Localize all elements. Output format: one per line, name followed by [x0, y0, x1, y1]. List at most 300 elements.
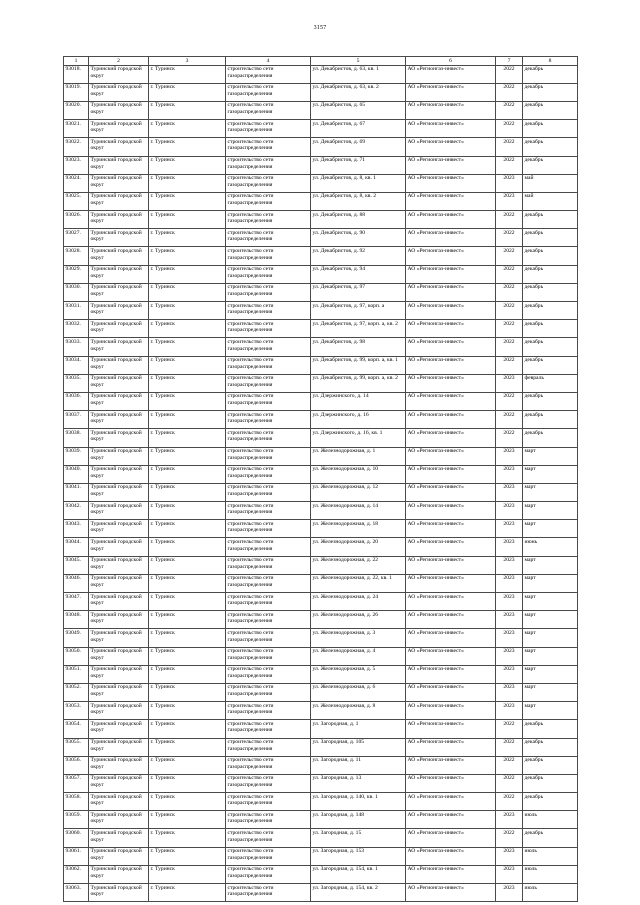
- municipality-cell: Туринский городской округ: [89, 138, 149, 156]
- row-id-cell: 93036.: [64, 392, 89, 410]
- table-row: [64, 447, 578, 465]
- municipality-cell: Туринский городской округ: [89, 465, 149, 483]
- row-id-cell: 93029.: [64, 265, 89, 283]
- row-id-cell: 93044.: [64, 538, 89, 556]
- address-cell: ул. Декабристов, д. 97, корп. а: [311, 302, 406, 320]
- work-type-cell: строительство сети газораспределения: [226, 138, 311, 156]
- month-cell: декабрь: [523, 429, 578, 447]
- municipality-cell: Туринский городской округ: [89, 374, 149, 392]
- address-cell: ул. Декабристов, д. 63, кв. 2: [311, 83, 406, 101]
- work-type-cell: строительство сети газораспределения: [226, 120, 311, 138]
- organization-cell: АО «Регионгаз-инвест»: [406, 593, 496, 611]
- month-cell: декабрь: [523, 156, 578, 174]
- year-cell: 2023: [496, 556, 523, 574]
- column-number-cell: 5: [311, 57, 406, 66]
- address-cell: ул. Железнодорожная, д. 6: [311, 683, 406, 701]
- work-type-cell: строительство сети газораспределения: [226, 574, 311, 592]
- table-row: [64, 465, 578, 483]
- row-id-cell: 93063.: [64, 884, 89, 902]
- work-type-cell: строительство сети газораспределения: [226, 174, 311, 192]
- city-cell: г. Туринск: [149, 829, 226, 847]
- work-type-cell: строительство сети газораспределения: [226, 702, 311, 720]
- organization-cell: АО «Регионгаз-инвест»: [406, 520, 496, 538]
- row-id-cell: 93046.: [64, 574, 89, 592]
- row-id-cell: 93042.: [64, 502, 89, 520]
- row-id-cell: 93032.: [64, 320, 89, 338]
- month-cell: декабрь: [523, 356, 578, 374]
- organization-cell: АО «Регионгаз-инвест»: [406, 65, 496, 83]
- row-id-cell: 93024.: [64, 174, 89, 192]
- municipality-cell: Туринский городской округ: [89, 647, 149, 665]
- city-cell: г. Туринск: [149, 847, 226, 865]
- row-id-cell: 93052.: [64, 683, 89, 701]
- organization-cell: АО «Регионгаз-инвест»: [406, 465, 496, 483]
- row-id-cell: 93018.: [64, 65, 89, 83]
- year-cell: 2023: [496, 502, 523, 520]
- city-cell: г. Туринск: [149, 265, 226, 283]
- month-cell: декабрь: [523, 320, 578, 338]
- organization-cell: АО «Регионгаз-инвест»: [406, 156, 496, 174]
- work-type-cell: строительство сети газораспределения: [226, 502, 311, 520]
- work-type-cell: строительство сети газораспределения: [226, 411, 311, 429]
- table-row: [64, 665, 578, 683]
- address-cell: ул. Декабристов, д. 88: [311, 211, 406, 229]
- city-cell: г. Туринск: [149, 174, 226, 192]
- municipality-cell: Туринский городской округ: [89, 447, 149, 465]
- municipality-cell: Туринский городской округ: [89, 65, 149, 83]
- address-cell: ул. Загородная, д. 154, кв. 1: [311, 865, 406, 883]
- year-cell: 2022: [496, 156, 523, 174]
- table-row: [64, 247, 578, 265]
- city-cell: г. Туринск: [149, 683, 226, 701]
- row-id-cell: 93043.: [64, 520, 89, 538]
- municipality-cell: Туринский городской округ: [89, 83, 149, 101]
- table-row: [64, 101, 578, 119]
- row-id-cell: 93026.: [64, 211, 89, 229]
- address-cell: ул. Железнодорожная, д. 26: [311, 611, 406, 629]
- table-row: [64, 65, 578, 83]
- month-cell: декабрь: [523, 83, 578, 101]
- table-row: [64, 811, 578, 829]
- work-type-cell: строительство сети газораспределения: [226, 665, 311, 683]
- table-row: [64, 502, 578, 520]
- organization-cell: АО «Регионгаз-инвест»: [406, 120, 496, 138]
- organization-cell: АО «Регионгаз-инвест»: [406, 356, 496, 374]
- month-cell: март: [523, 465, 578, 483]
- organization-cell: АО «Регионгаз-инвест»: [406, 101, 496, 119]
- table-row: [64, 174, 578, 192]
- work-type-cell: строительство сети газораспределения: [226, 811, 311, 829]
- year-cell: 2023: [496, 447, 523, 465]
- address-cell: ул. Дзержинского, д. 16: [311, 411, 406, 429]
- address-cell: ул. Железнодорожная, д. 10: [311, 465, 406, 483]
- organization-cell: АО «Регионгаз-инвест»: [406, 411, 496, 429]
- address-cell: ул. Дзержинского, д. 14: [311, 392, 406, 410]
- table-row: [64, 283, 578, 301]
- municipality-cell: Туринский городской округ: [89, 793, 149, 811]
- municipality-cell: Туринский городской округ: [89, 720, 149, 738]
- year-cell: 2022: [496, 320, 523, 338]
- work-type-cell: строительство сети газораспределения: [226, 302, 311, 320]
- table-row: [64, 793, 578, 811]
- row-id-cell: 93020.: [64, 101, 89, 119]
- work-type-cell: строительство сети газораспределения: [226, 520, 311, 538]
- month-cell: декабрь: [523, 211, 578, 229]
- row-id-cell: 93040.: [64, 465, 89, 483]
- month-cell: март: [523, 447, 578, 465]
- city-cell: г. Туринск: [149, 192, 226, 210]
- city-cell: г. Туринск: [149, 229, 226, 247]
- organization-cell: АО «Регионгаз-инвест»: [406, 447, 496, 465]
- city-cell: г. Туринск: [149, 738, 226, 756]
- organization-cell: АО «Регионгаз-инвест»: [406, 647, 496, 665]
- work-type-cell: строительство сети газораспределения: [226, 774, 311, 792]
- work-type-cell: строительство сети газораспределения: [226, 756, 311, 774]
- month-cell: июль: [523, 811, 578, 829]
- table-row: [64, 83, 578, 101]
- organization-cell: АО «Регионгаз-инвест»: [406, 774, 496, 792]
- city-cell: г. Туринск: [149, 429, 226, 447]
- table-body: [64, 65, 578, 902]
- row-id-cell: 93025.: [64, 192, 89, 210]
- work-type-cell: строительство сети газораспределения: [226, 338, 311, 356]
- table-row: [64, 702, 578, 720]
- city-cell: г. Туринск: [149, 756, 226, 774]
- row-id-cell: 93045.: [64, 556, 89, 574]
- row-id-cell: 93047.: [64, 593, 89, 611]
- month-cell: декабрь: [523, 65, 578, 83]
- month-cell: декабрь: [523, 392, 578, 410]
- work-type-cell: строительство сети газораспределения: [226, 65, 311, 83]
- municipality-cell: Туринский городской округ: [89, 192, 149, 210]
- month-cell: март: [523, 556, 578, 574]
- municipality-cell: Туринский городской округ: [89, 756, 149, 774]
- organization-cell: АО «Регионгаз-инвест»: [406, 847, 496, 865]
- address-cell: ул. Железнодорожная, д. 18: [311, 520, 406, 538]
- organization-cell: АО «Регионгаз-инвест»: [406, 320, 496, 338]
- address-cell: ул. Декабристов, д. 97: [311, 283, 406, 301]
- table-row: [64, 138, 578, 156]
- row-id-cell: 93053.: [64, 702, 89, 720]
- table-row: [64, 556, 578, 574]
- municipality-cell: Туринский городской округ: [89, 265, 149, 283]
- table-row: [64, 738, 578, 756]
- address-cell: ул. Декабристов, д. 69: [311, 138, 406, 156]
- year-cell: 2023: [496, 884, 523, 902]
- municipality-cell: Туринский городской округ: [89, 101, 149, 119]
- organization-cell: АО «Регионгаз-инвест»: [406, 502, 496, 520]
- year-cell: 2022: [496, 829, 523, 847]
- year-cell: 2022: [496, 247, 523, 265]
- address-cell: ул. Загородная, д. 1: [311, 720, 406, 738]
- city-cell: г. Туринск: [149, 611, 226, 629]
- month-cell: декабрь: [523, 247, 578, 265]
- year-cell: 2022: [496, 392, 523, 410]
- year-cell: 2022: [496, 65, 523, 83]
- year-cell: 2023: [496, 465, 523, 483]
- work-type-cell: строительство сети газораспределения: [226, 629, 311, 647]
- city-cell: г. Туринск: [149, 520, 226, 538]
- city-cell: г. Туринск: [149, 374, 226, 392]
- address-cell: ул. Загородная, д. 140, кв. 1: [311, 793, 406, 811]
- month-cell: декабрь: [523, 756, 578, 774]
- address-cell: ул. Железнодорожная, д. 1: [311, 447, 406, 465]
- municipality-cell: Туринский городской округ: [89, 611, 149, 629]
- month-cell: март: [523, 502, 578, 520]
- row-id-cell: 93033.: [64, 338, 89, 356]
- row-id-cell: 93034.: [64, 356, 89, 374]
- organization-cell: АО «Регионгаз-инвест»: [406, 392, 496, 410]
- work-type-cell: строительство сети газораспределения: [226, 192, 311, 210]
- address-cell: ул. Декабристов, д. 92: [311, 247, 406, 265]
- month-cell: декабрь: [523, 120, 578, 138]
- work-type-cell: строительство сети газораспределения: [226, 429, 311, 447]
- year-cell: 2022: [496, 338, 523, 356]
- work-type-cell: строительство сети газораспределения: [226, 884, 311, 902]
- year-cell: 2023: [496, 174, 523, 192]
- year-cell: 2023: [496, 192, 523, 210]
- year-cell: 2022: [496, 138, 523, 156]
- city-cell: г. Туринск: [149, 138, 226, 156]
- municipality-cell: Туринский городской округ: [89, 356, 149, 374]
- month-cell: декабрь: [523, 338, 578, 356]
- address-cell: ул. Декабристов, д. 98: [311, 338, 406, 356]
- month-cell: декабрь: [523, 101, 578, 119]
- address-cell: ул. Загородная, д. 11: [311, 756, 406, 774]
- row-id-cell: 93057.: [64, 774, 89, 792]
- row-id-cell: 93048.: [64, 611, 89, 629]
- organization-cell: АО «Регионгаз-инвест»: [406, 793, 496, 811]
- year-cell: 2022: [496, 211, 523, 229]
- table-row: [64, 538, 578, 556]
- row-id-cell: 93061.: [64, 847, 89, 865]
- organization-cell: АО «Регионгаз-инвест»: [406, 811, 496, 829]
- work-type-cell: строительство сети газораспределения: [226, 556, 311, 574]
- month-cell: июль: [523, 847, 578, 865]
- work-type-cell: строительство сети газораспределения: [226, 865, 311, 883]
- organization-cell: АО «Регионгаз-инвест»: [406, 374, 496, 392]
- table-row: [64, 192, 578, 210]
- table-row: [64, 338, 578, 356]
- month-cell: декабрь: [523, 229, 578, 247]
- table-row: [64, 356, 578, 374]
- work-type-cell: строительство сети газораспределения: [226, 283, 311, 301]
- address-cell: ул. Декабристов, д. 90: [311, 229, 406, 247]
- month-cell: декабрь: [523, 411, 578, 429]
- municipality-cell: Туринский городской округ: [89, 429, 149, 447]
- address-cell: ул. Железнодорожная, д. 8: [311, 702, 406, 720]
- row-id-cell: 93027.: [64, 229, 89, 247]
- year-cell: 2022: [496, 738, 523, 756]
- table-row: [64, 720, 578, 738]
- work-type-cell: строительство сети газораспределения: [226, 647, 311, 665]
- year-cell: 2023: [496, 683, 523, 701]
- organization-cell: АО «Регионгаз-инвест»: [406, 538, 496, 556]
- city-cell: г. Туринск: [149, 247, 226, 265]
- table-row: [64, 229, 578, 247]
- organization-cell: АО «Регионгаз-инвест»: [406, 574, 496, 592]
- table-row: [64, 156, 578, 174]
- address-cell: ул. Железнодорожная, д. 14: [311, 502, 406, 520]
- month-cell: март: [523, 483, 578, 501]
- table-row: [64, 756, 578, 774]
- month-cell: июнь: [523, 538, 578, 556]
- municipality-cell: Туринский городской округ: [89, 683, 149, 701]
- work-type-cell: строительство сети газораспределения: [226, 320, 311, 338]
- year-cell: 2023: [496, 847, 523, 865]
- table-row: [64, 774, 578, 792]
- municipality-cell: Туринский городской округ: [89, 847, 149, 865]
- address-cell: ул. Декабристов, д. 94: [311, 265, 406, 283]
- month-cell: март: [523, 629, 578, 647]
- row-id-cell: 93035.: [64, 374, 89, 392]
- city-cell: г. Туринск: [149, 574, 226, 592]
- year-cell: 2023: [496, 538, 523, 556]
- city-cell: г. Туринск: [149, 811, 226, 829]
- address-cell: ул. Железнодорожная, д. 20: [311, 538, 406, 556]
- row-id-cell: 93054.: [64, 720, 89, 738]
- organization-cell: АО «Регионгаз-инвест»: [406, 283, 496, 301]
- address-cell: ул. Декабристов, д. 65: [311, 101, 406, 119]
- table-row: [64, 829, 578, 847]
- table-row: [64, 411, 578, 429]
- month-cell: декабрь: [523, 138, 578, 156]
- address-cell: ул. Загородная, д. 13: [311, 774, 406, 792]
- work-type-cell: строительство сети газораспределения: [226, 611, 311, 629]
- row-id-cell: 93023.: [64, 156, 89, 174]
- address-cell: ул. Загородная, д. 105: [311, 738, 406, 756]
- year-cell: 2022: [496, 356, 523, 374]
- organization-cell: АО «Регионгаз-инвест»: [406, 556, 496, 574]
- table-row: [64, 847, 578, 865]
- table-row: [64, 120, 578, 138]
- month-cell: май: [523, 192, 578, 210]
- address-cell: ул. Декабристов, д. 8, кв. 2: [311, 192, 406, 210]
- row-id-cell: 93050.: [64, 647, 89, 665]
- column-number-cell: 2: [89, 57, 149, 66]
- city-cell: г. Туринск: [149, 793, 226, 811]
- year-cell: 2022: [496, 101, 523, 119]
- city-cell: г. Туринск: [149, 411, 226, 429]
- city-cell: г. Туринск: [149, 302, 226, 320]
- month-cell: декабрь: [523, 283, 578, 301]
- year-cell: 2022: [496, 265, 523, 283]
- table-row: [64, 392, 578, 410]
- year-cell: 2023: [496, 865, 523, 883]
- month-cell: декабрь: [523, 774, 578, 792]
- year-cell: 2023: [496, 629, 523, 647]
- city-cell: г. Туринск: [149, 774, 226, 792]
- organization-cell: АО «Регионгаз-инвест»: [406, 865, 496, 883]
- table-row: [64, 211, 578, 229]
- address-cell: ул. Дзержинского, д. 16, кв. 1: [311, 429, 406, 447]
- month-cell: декабрь: [523, 793, 578, 811]
- table-row: [64, 483, 578, 501]
- work-type-cell: строительство сети газораспределения: [226, 483, 311, 501]
- year-cell: 2022: [496, 283, 523, 301]
- organization-cell: АО «Регионгаз-инвест»: [406, 229, 496, 247]
- city-cell: г. Туринск: [149, 720, 226, 738]
- city-cell: г. Туринск: [149, 120, 226, 138]
- work-type-cell: строительство сети газораспределения: [226, 829, 311, 847]
- municipality-cell: Туринский городской округ: [89, 593, 149, 611]
- municipality-cell: Туринский городской округ: [89, 574, 149, 592]
- month-cell: май: [523, 174, 578, 192]
- municipality-cell: Туринский городской округ: [89, 811, 149, 829]
- year-cell: 2022: [496, 83, 523, 101]
- work-type-cell: строительство сети газораспределения: [226, 720, 311, 738]
- municipality-cell: Туринский городской округ: [89, 556, 149, 574]
- column-number-cell: 4: [226, 57, 311, 66]
- organization-cell: АО «Регионгаз-инвест»: [406, 629, 496, 647]
- table-row: [64, 647, 578, 665]
- municipality-cell: Туринский городской округ: [89, 738, 149, 756]
- address-cell: ул. Загородная, д. 153: [311, 847, 406, 865]
- row-id-cell: 93062.: [64, 865, 89, 883]
- column-number-cell: 7: [496, 57, 523, 66]
- address-cell: ул. Декабристов, д. 71: [311, 156, 406, 174]
- year-cell: 2022: [496, 429, 523, 447]
- municipality-cell: Туринский городской округ: [89, 156, 149, 174]
- city-cell: г. Туринск: [149, 83, 226, 101]
- city-cell: г. Туринск: [149, 884, 226, 902]
- year-cell: 2022: [496, 774, 523, 792]
- municipality-cell: Туринский городской округ: [89, 829, 149, 847]
- month-cell: декабрь: [523, 265, 578, 283]
- work-type-cell: строительство сети газораспределения: [226, 538, 311, 556]
- city-cell: г. Туринск: [149, 338, 226, 356]
- table-row: [64, 520, 578, 538]
- organization-cell: АО «Регионгаз-инвест»: [406, 247, 496, 265]
- column-number-cell: 3: [149, 57, 226, 66]
- city-cell: г. Туринск: [149, 356, 226, 374]
- address-cell: ул. Декабристов, д. 63, кв. 1: [311, 65, 406, 83]
- registry-table: [63, 56, 578, 902]
- work-type-cell: строительство сети газораспределения: [226, 356, 311, 374]
- year-cell: 2022: [496, 756, 523, 774]
- page-number: 3157: [313, 25, 327, 31]
- table-row: [64, 865, 578, 883]
- work-type-cell: строительство сети газораспределения: [226, 738, 311, 756]
- year-cell: 2022: [496, 411, 523, 429]
- organization-cell: АО «Регионгаз-инвест»: [406, 192, 496, 210]
- row-id-cell: 93051.: [64, 665, 89, 683]
- row-id-cell: 93019.: [64, 83, 89, 101]
- organization-cell: АО «Регионгаз-инвест»: [406, 138, 496, 156]
- municipality-cell: Туринский городской округ: [89, 520, 149, 538]
- municipality-cell: Туринский городской округ: [89, 283, 149, 301]
- work-type-cell: строительство сети газораспределения: [226, 83, 311, 101]
- municipality-cell: Туринский городской округ: [89, 411, 149, 429]
- year-cell: 2023: [496, 374, 523, 392]
- organization-cell: АО «Регионгаз-инвест»: [406, 211, 496, 229]
- year-cell: 2023: [496, 574, 523, 592]
- organization-cell: АО «Регионгаз-инвест»: [406, 83, 496, 101]
- organization-cell: АО «Регионгаз-инвест»: [406, 174, 496, 192]
- work-type-cell: строительство сети газораспределения: [226, 793, 311, 811]
- municipality-cell: Туринский городской округ: [89, 865, 149, 883]
- city-cell: г. Туринск: [149, 447, 226, 465]
- address-cell: ул. Декабристов, д. 99, корп. а, кв. 2: [311, 374, 406, 392]
- address-cell: ул. Загородная, д. 154, кв. 2: [311, 884, 406, 902]
- table-row: [64, 611, 578, 629]
- address-cell: ул. Железнодорожная, д. 22: [311, 556, 406, 574]
- month-cell: март: [523, 683, 578, 701]
- row-id-cell: 93055.: [64, 738, 89, 756]
- work-type-cell: строительство сети газораспределения: [226, 447, 311, 465]
- municipality-cell: Туринский городской округ: [89, 629, 149, 647]
- organization-cell: АО «Регионгаз-инвест»: [406, 429, 496, 447]
